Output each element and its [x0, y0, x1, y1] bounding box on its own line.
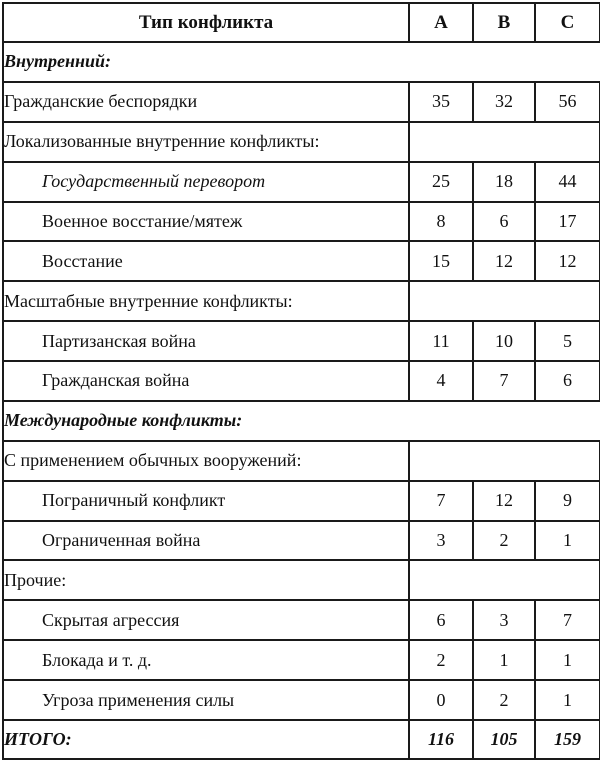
- group-header-row: [3, 281, 600, 321]
- value-c: 44: [535, 162, 600, 202]
- table-row: [3, 321, 600, 361]
- value-c: 1: [535, 640, 600, 680]
- section-label: Внутренний:: [3, 42, 600, 82]
- value-b: 10: [473, 321, 535, 361]
- value-a: 15: [409, 241, 473, 281]
- empty-values-cell: [409, 281, 600, 321]
- row-label: Ограниченная война: [3, 521, 409, 561]
- value-b: 1: [473, 640, 535, 680]
- conflict-types-table: [2, 2, 600, 760]
- value-b: 2: [473, 680, 535, 720]
- row-label: Восстание: [3, 241, 409, 281]
- total-b: 105: [473, 720, 535, 759]
- row-label: Пограничный конфликт: [3, 481, 409, 521]
- row-label: Гражданские беспорядки: [3, 82, 409, 122]
- table-header-row: [3, 3, 600, 42]
- table-body: [3, 42, 600, 720]
- value-a: 35: [409, 82, 473, 122]
- group-header-row: [3, 560, 600, 600]
- group-label: Масштабные внутренние конфликты:: [3, 281, 409, 321]
- value-c: 12: [535, 241, 600, 281]
- section-header-row: [3, 42, 600, 82]
- value-a: 2: [409, 640, 473, 680]
- table-row: [3, 600, 600, 640]
- table-row: [3, 680, 600, 720]
- value-a: 11: [409, 321, 473, 361]
- empty-values-cell: [409, 441, 600, 481]
- table-row: [3, 202, 600, 242]
- value-a: 7: [409, 481, 473, 521]
- header-col-c: C: [535, 3, 600, 42]
- table-row: [3, 241, 600, 281]
- value-a: 4: [409, 361, 473, 401]
- header-col-a: A: [409, 3, 473, 42]
- value-c: 1: [535, 521, 600, 561]
- total-label: ИТОГО:: [3, 720, 409, 759]
- value-b: 6: [473, 202, 535, 242]
- row-label: Блокада и т. д.: [3, 640, 409, 680]
- row-label: Скрытая агрессия: [3, 600, 409, 640]
- group-header-row: [3, 122, 600, 162]
- total-c: 159: [535, 720, 600, 759]
- value-b: 2: [473, 521, 535, 561]
- value-c: 17: [535, 202, 600, 242]
- row-label: Партизанская война: [3, 321, 409, 361]
- value-a: 25: [409, 162, 473, 202]
- value-c: 9: [535, 481, 600, 521]
- table-row: [3, 361, 600, 401]
- value-c: 7: [535, 600, 600, 640]
- row-label: Гражданская война: [3, 361, 409, 401]
- value-b: 7: [473, 361, 535, 401]
- header-type: Тип конфликта: [3, 3, 409, 42]
- empty-values-cell: [409, 122, 600, 162]
- group-label: Локализованные внутренние конфликты:: [3, 122, 409, 162]
- header-col-b: B: [473, 3, 535, 42]
- value-a: 8: [409, 202, 473, 242]
- value-b: 12: [473, 241, 535, 281]
- total-a: 116: [409, 720, 473, 759]
- table-row: [3, 640, 600, 680]
- value-b: 3: [473, 600, 535, 640]
- row-label: Угроза применения силы: [3, 680, 409, 720]
- row-label: Государственный переворот: [3, 162, 409, 202]
- value-a: 6: [409, 600, 473, 640]
- total-row: [3, 720, 600, 759]
- value-a: 3: [409, 521, 473, 561]
- table-row: [3, 521, 600, 561]
- value-c: 5: [535, 321, 600, 361]
- empty-values-cell: [409, 560, 600, 600]
- table-row: [3, 481, 600, 521]
- value-c: 6: [535, 361, 600, 401]
- group-header-row: [3, 441, 600, 481]
- table-row: [3, 82, 600, 122]
- value-b: 32: [473, 82, 535, 122]
- value-a: 0: [409, 680, 473, 720]
- section-label: Международные конфликты:: [3, 401, 600, 441]
- value-c: 1: [535, 680, 600, 720]
- section-header-row: [3, 401, 600, 441]
- value-b: 18: [473, 162, 535, 202]
- group-label: Прочие:: [3, 560, 409, 600]
- value-c: 56: [535, 82, 600, 122]
- value-b: 12: [473, 481, 535, 521]
- table-row: [3, 162, 600, 202]
- row-label: Военное восстание/мятеж: [3, 202, 409, 242]
- group-label: С применением обычных вооружений:: [3, 441, 409, 481]
